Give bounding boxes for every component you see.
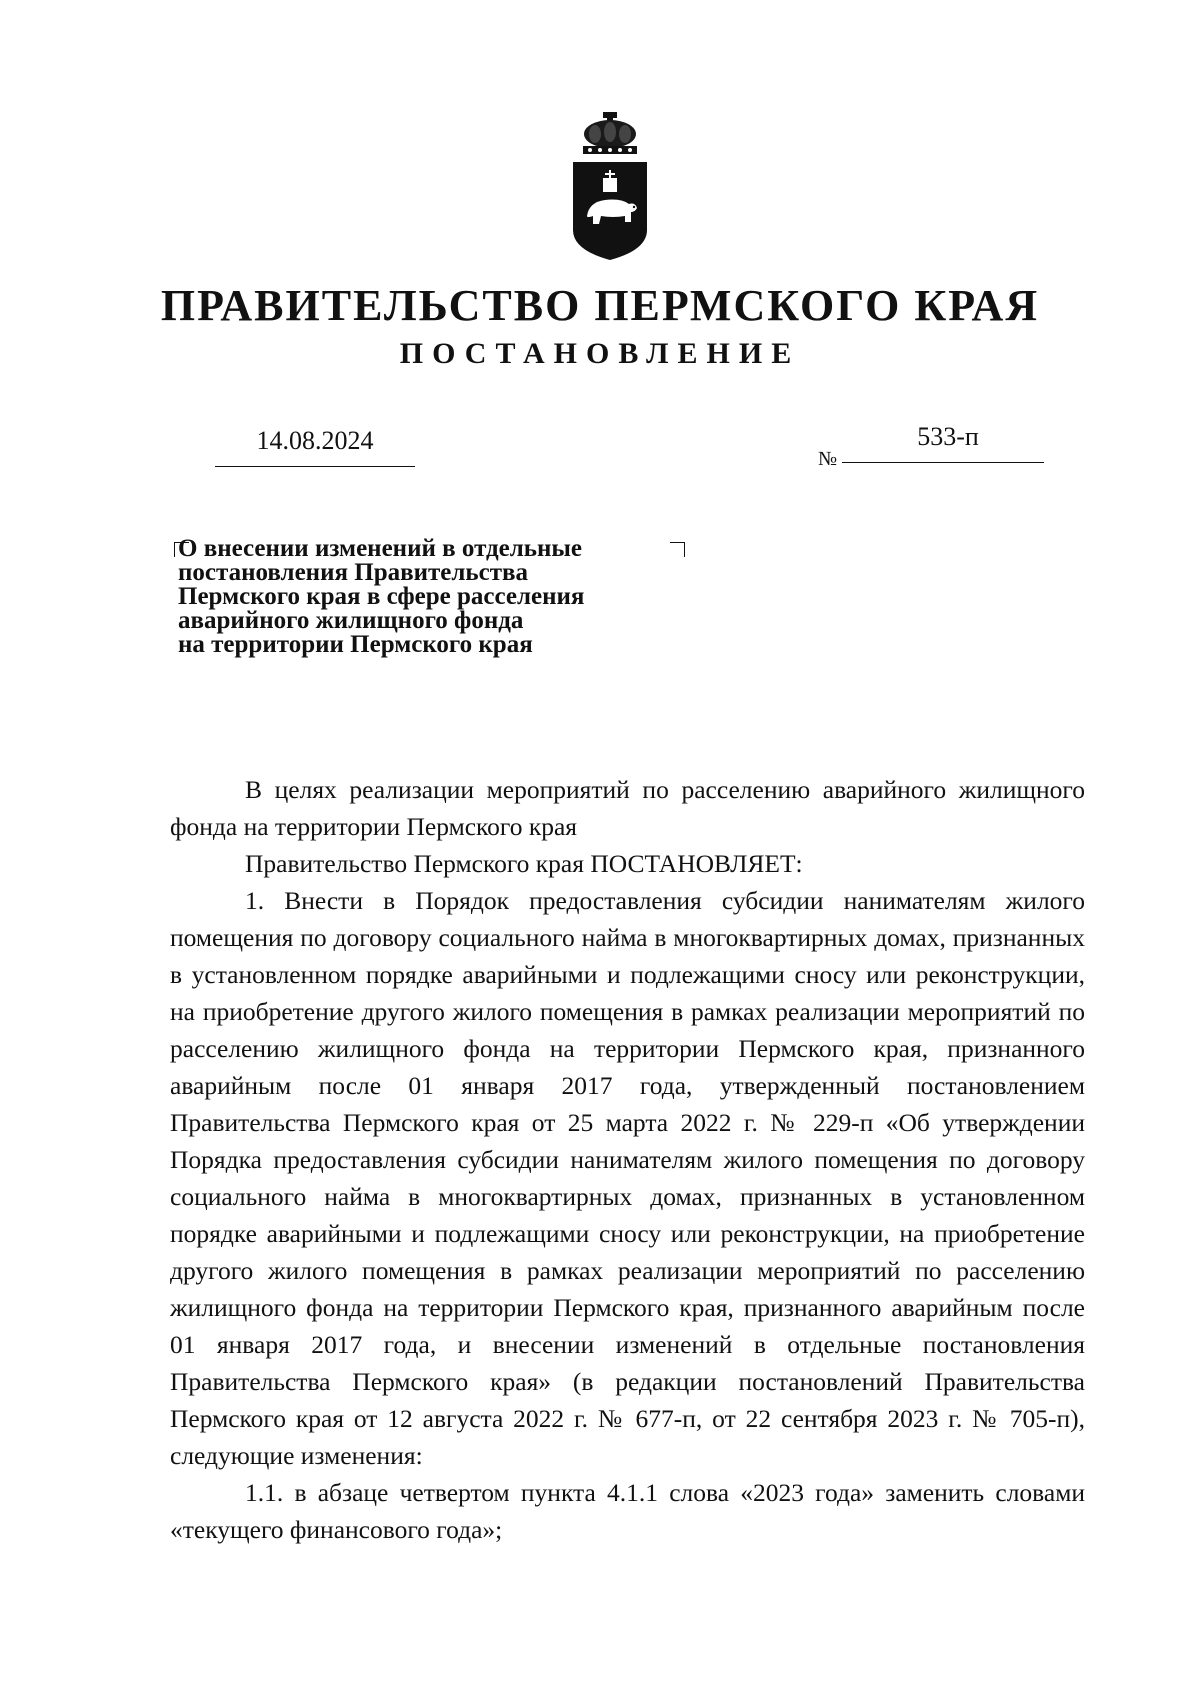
body-paragraph: Правительство Пермского края ПОСТАНОВЛЯЕТ:: [245, 849, 803, 878]
document-date: 14.08.2024: [256, 426, 374, 455]
date-underline: [215, 466, 415, 467]
document-date-field: [215, 426, 415, 467]
document-number-field: [818, 422, 1044, 474]
subject-line: аварийного жилищного фонда: [178, 607, 524, 634]
subject-line: Пермского края в сфере расселения: [178, 583, 585, 610]
document-body: [170, 771, 1085, 1548]
subject-corner-right: [670, 542, 685, 557]
body-paragraph: 1.1. в абзаце четвертом пункта 4.1.1 слова «2023 года» заменить словами «текущего финансового года»;: [170, 1478, 1085, 1544]
number-underline: [842, 462, 1044, 463]
body-paragraph: В целях реализации мероприятий по расселению аварийного жилищного фонда на территории Пермского края: [170, 775, 1085, 841]
document-type: ПОСТАНОВЛЕНИЕ: [399, 337, 801, 370]
subject-line: постановления Правительства: [178, 559, 528, 586]
body-paragraph: 1. Внести в Порядок предоставления субсидии нанимателям жилого помещения по договору социального найма в многоквартирных домах, признанных в установленном порядке аварийными и подлежащими сносу или реконструкции, на приобретение другого жилого помещения в рамках реализации мероприятий по расселению жилищного фонда на территории Пермского края, признанного аварийным после 01 января 2017 года, утвержденный постановлением Правительства Пермского края от 25 марта 2022 г. № 229-п «Об утверждении Порядка предоставления субсидии нанимателям жилого помещения по договору социального найма в многоквартирных домах, признанных в установленном порядке аварийными и подлежащими сносу или реконструкции, на приобретение другого жилого помещения в рамках реализации мероприятий по расселению жилищного фонда на территории Пермского края, признанного аварийным после 01 января 2017 года, и внесении изменений в отдельные постановления Правительства Пермского края» (в редакции постановлений Правительства Пермского края от 12 августа 2022 г. № 677-п, от 22 сентября 2023 г. № 705-п), следующие изменения:: [170, 886, 1085, 1470]
government-title: ПРАВИТЕЛЬСТВО ПЕРМСКОГО КРАЯ: [160, 281, 1040, 330]
perm-krai-coat-of-arms-icon: [565, 112, 655, 262]
number-sign: №: [818, 448, 838, 470]
document-subject: [178, 537, 658, 657]
subject-line: на территории Пермского края: [178, 631, 533, 658]
document-number: 533-п: [917, 422, 979, 451]
subject-line: О внесении изменений в отдельные: [178, 535, 583, 562]
